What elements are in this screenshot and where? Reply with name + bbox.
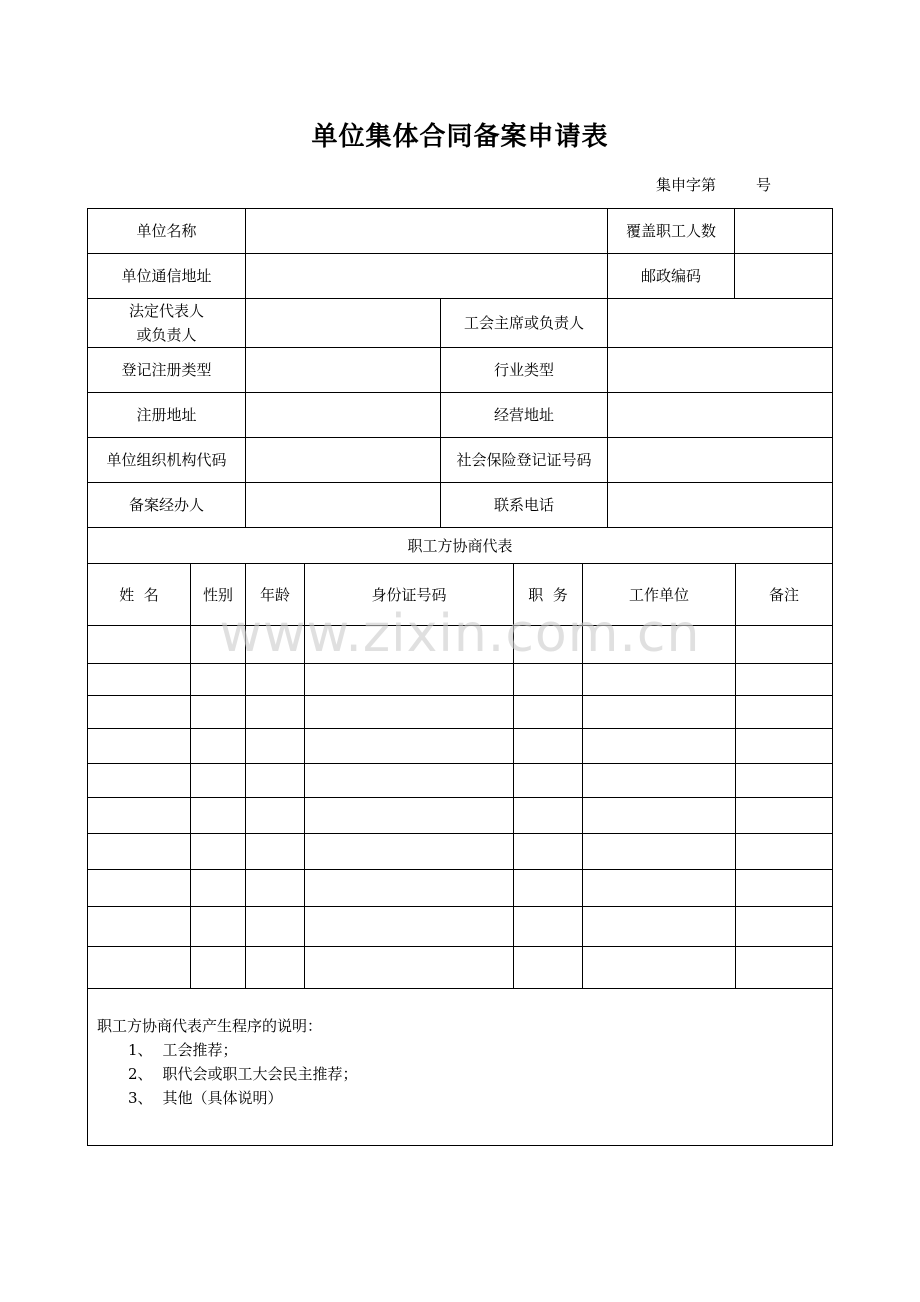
filing-agent-label: 备案经办人 [128,496,204,514]
rep-cell-work-unit[interactable] [583,834,735,869]
rep-cell-id-number[interactable] [305,834,513,869]
rep-cell-position[interactable] [514,947,582,988]
covered-staff-label: 覆盖职工人数 [625,222,716,240]
rep-cell-id-number[interactable] [305,798,513,833]
rep-cell-name[interactable] [88,764,190,797]
registered-address-field[interactable] [246,393,440,437]
rep-cell-id-number[interactable] [305,729,513,763]
document-number [656,174,771,195]
rep-cell-position[interactable] [514,870,582,906]
organization-code-field[interactable] [246,438,440,482]
rep-cell-work-unit[interactable] [583,798,735,833]
rep-cell-work-unit[interactable] [583,729,735,763]
rep-cell-gender[interactable] [191,798,245,833]
rep-cell-id-number[interactable] [305,907,513,946]
rep-cell-age[interactable] [246,729,304,763]
legal-representative-field[interactable] [246,299,440,347]
registration-type-label: 登记注册类型 [121,361,212,379]
rep-cell-id-number[interactable] [305,626,513,663]
rep-cell-id-number[interactable] [305,947,513,988]
rep-cell-position[interactable] [514,729,582,763]
notes-heading: 职工方协商代表产生程序的说明： [97,1017,323,1035]
rep-cell-id-number[interactable] [305,664,513,695]
rep-cell-remarks[interactable] [736,907,832,946]
union-chair-field[interactable] [608,299,832,347]
rep-cell-age[interactable] [246,907,304,946]
rep-cell-work-unit[interactable] [583,664,735,695]
rep-cell-remarks[interactable] [736,764,832,797]
rep-cell-gender[interactable] [191,696,245,728]
table-border-bottom [87,1145,833,1146]
social-insurance-label: 社会保险登记证号码 [456,451,592,469]
rep-cell-work-unit[interactable] [583,947,735,988]
organization-code-label: 单位组织机构代码 [106,451,227,469]
phone-field[interactable] [608,483,832,527]
rep-cell-position[interactable] [514,834,582,869]
rep-cell-age[interactable] [246,947,304,988]
rep-cell-name[interactable] [88,729,190,763]
rep-cell-name[interactable] [88,626,190,663]
rep-cell-age[interactable] [246,764,304,797]
notes-item [97,1086,358,1110]
notes-item-text: 其他（具体说明） [162,1089,283,1107]
unit-name-field[interactable] [246,209,607,253]
rep-cell-remarks[interactable] [736,834,832,869]
rep-cell-remarks[interactable] [736,947,832,988]
rep-cell-gender[interactable] [191,729,245,763]
postal-code-label: 邮政编码 [640,267,701,285]
header-work-unit: 工作单位 [628,585,689,604]
rep-cell-work-unit[interactable] [583,764,735,797]
rep-cell-age[interactable] [246,798,304,833]
covered-staff-field[interactable] [735,209,832,253]
rep-cell-position[interactable] [514,626,582,663]
rep-cell-remarks[interactable] [736,626,832,663]
industry-type-label: 行业类型 [493,361,554,379]
industry-type-field[interactable] [608,348,832,392]
rep-cell-name[interactable] [88,798,190,833]
notes-item [97,1062,358,1086]
rep-cell-gender[interactable] [191,664,245,695]
rep-cell-remarks[interactable] [736,798,832,833]
rep-cell-name[interactable] [88,696,190,728]
watermark: www.zixin.com.cn [219,604,701,664]
form-title: 单位集体合同备案申请表 [311,122,609,152]
address-label: 单位通信地址 [121,267,212,285]
notes-item-number: 2、 [128,1065,153,1083]
notes-item-text: 职代会或职工大会民主推荐； [162,1065,358,1083]
rep-cell-remarks[interactable] [736,870,832,906]
representative-selection-notes [97,1014,358,1110]
rep-cell-gender[interactable] [191,834,245,869]
rep-cell-id-number[interactable] [305,764,513,797]
rep-cell-name[interactable] [88,664,190,695]
registered-address-label: 注册地址 [136,406,197,424]
notes-item-number: 3、 [128,1089,153,1107]
postal-code-field[interactable] [735,254,832,298]
rep-cell-remarks[interactable] [736,729,832,763]
rep-cell-age[interactable] [246,834,304,869]
filing-agent-field[interactable] [246,483,440,527]
header-position: 职 务 [528,585,568,604]
document-number-suffix: 号 [756,176,772,194]
rep-cell-id-number[interactable] [305,696,513,728]
table-border-right [832,208,833,1146]
rep-cell-name[interactable] [88,907,190,946]
rep-cell-id-number[interactable] [305,870,513,906]
rep-cell-work-unit[interactable] [583,626,735,663]
header-name: 姓 名 [119,585,159,604]
header-gender: 性别 [202,585,233,604]
legal-representative-label [88,299,245,347]
legal-representative-label-line1: 法定代表人 [128,302,204,320]
representatives-section-header: 职工方协商代表 [407,536,513,555]
rep-cell-position[interactable] [514,764,582,797]
phone-label: 联系电话 [493,496,554,514]
union-chair-label: 工会主席或负责人 [463,314,584,332]
registration-type-field[interactable] [246,348,440,392]
social-insurance-field[interactable] [608,438,832,482]
rep-cell-remarks[interactable] [736,664,832,695]
rep-cell-name[interactable] [88,870,190,906]
header-age: 年龄 [259,585,290,604]
unit-name-label: 单位名称 [136,222,197,240]
business-address-label: 经营地址 [493,406,554,424]
header-id-number: 身份证号码 [371,585,447,604]
document-number-prefix: 集申字第 [656,176,717,194]
rep-cell-age[interactable] [246,664,304,695]
rep-cell-gender[interactable] [191,907,245,946]
notes-item-text: 工会推荐； [162,1041,238,1059]
rep-cell-work-unit[interactable] [583,907,735,946]
rep-cell-name[interactable] [88,947,190,988]
rep-cell-position[interactable] [514,798,582,833]
rep-cell-gender[interactable] [191,764,245,797]
row-divider [87,988,833,989]
rep-cell-remarks[interactable] [736,696,832,728]
rep-cell-position[interactable] [514,907,582,946]
rep-cell-age[interactable] [246,696,304,728]
header-remarks: 备注 [768,585,799,604]
rep-cell-gender[interactable] [191,626,245,663]
rep-cell-work-unit[interactable] [583,696,735,728]
rep-cell-age[interactable] [246,870,304,906]
rep-cell-work-unit[interactable] [583,870,735,906]
rep-cell-age[interactable] [246,626,304,663]
legal-representative-label-line2: 或负责人 [136,326,197,344]
rep-cell-gender[interactable] [191,870,245,906]
notes-item-number: 1、 [128,1041,153,1059]
notes-item [97,1038,358,1062]
business-address-field[interactable] [608,393,832,437]
address-field[interactable] [246,254,607,298]
rep-cell-position[interactable] [514,696,582,728]
rep-cell-name[interactable] [88,834,190,869]
rep-cell-position[interactable] [514,664,582,695]
rep-cell-gender[interactable] [191,947,245,988]
